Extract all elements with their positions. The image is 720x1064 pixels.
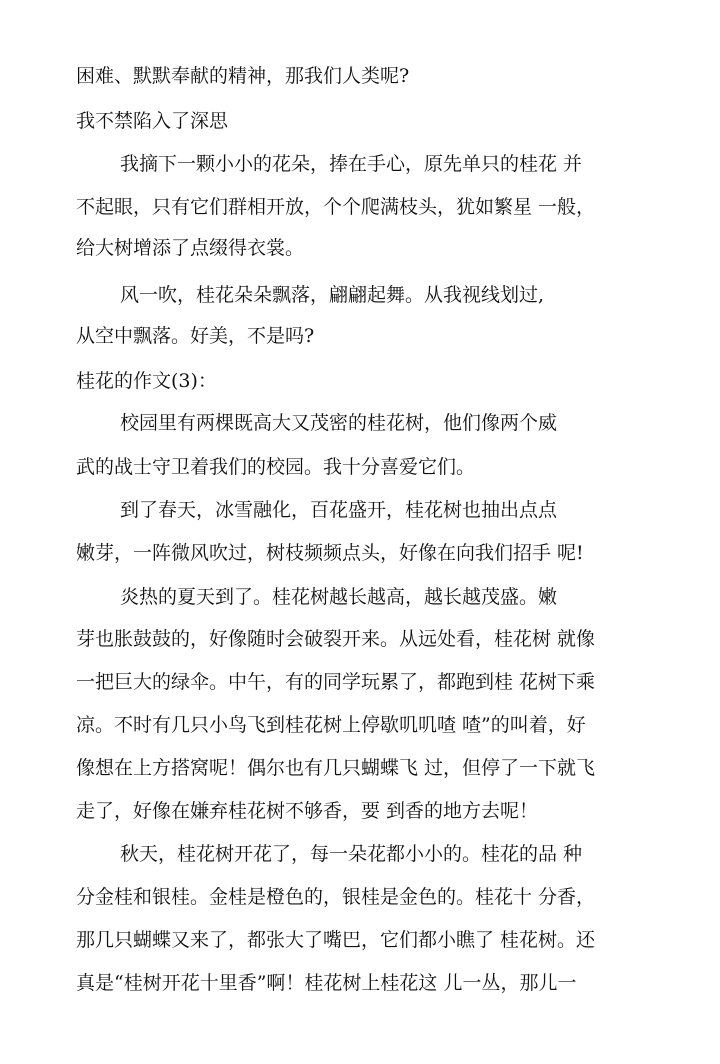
text-line-3: 我摘下一颗小小的花朵，捧在手心，原先单只的桂花 并 [120,153,583,175]
text-line-8: 桂花的作文(3)： [76,370,217,392]
text-line-15: 一把巨大的绿伞。中午，有的同学玩累了，都跑到桂 花树下乘 [76,671,596,693]
text-line-10: 武的战士守卫着我们的校园。我十分喜爱它们。 [76,456,476,478]
text-line-1: 困难、默默奉献的精神，那我们人类呢? [76,65,410,87]
text-line-9: 校园里有两棵既高大又茂密的桂花树，他们像两个威 [120,412,558,434]
text-line-13: 炎热的夏天到了。桂花树越长越高，越长越茂盛。嫩 [120,586,558,608]
text-line-14: 芽也胀鼓鼓的，好像随时会破裂开来。从远处看，桂花树 就像 [76,628,596,650]
text-line-7: 从空中飘落。好美，不是吗? [76,325,315,347]
text-line-20: 分金桂和银桂。金桂是橙色的，银桂是金色的。桂花十 分香， [76,886,596,908]
text-line-11: 到了春天，冰雪融化，百花盛开，桂花树也抽出点点 [120,499,558,521]
text-line-17: 像想在上方搭窝呢！偶尔也有几只蝴蝶飞 过，但停了一下就飞 [76,757,596,779]
text-line-22: 真是“桂树开花十里香”啊！桂花树上桂花这 儿一丛，那儿一 [76,972,577,994]
text-line-18: 走了，好像在嫌弃桂花树不够香，要 到香的地方去呢！ [76,800,539,822]
text-line-19: 秋天，桂花树开花了，每一朵花都小小的。桂花的品 种 [120,843,583,865]
text-line-6: 风一吹，桂花朵朵飘落，翩翩起舞。从我视线划过, [120,284,545,306]
text-line-12: 嫩芽，一阵微风吹过，树枝频频点头，好像在向我们招手 呢! [76,542,584,564]
text-line-5: 给大树增添了点缀得衣裳。 [76,237,305,259]
text-line-2: 我不禁陷入了深思 [76,110,229,132]
text-line-21: 那几只蝴蝶又来了，都张大了嘴巴，它们都小瞧了 桂花树。还 [76,929,596,951]
text-line-4: 不起眼，只有它们群相开放，个个爬满枝头，犹如繁星 一般， [76,196,596,218]
text-line-16: 凉。不时有几只小鸟飞到桂花树上停歇叽叽喳 喳”的叫着，好 [76,714,586,736]
